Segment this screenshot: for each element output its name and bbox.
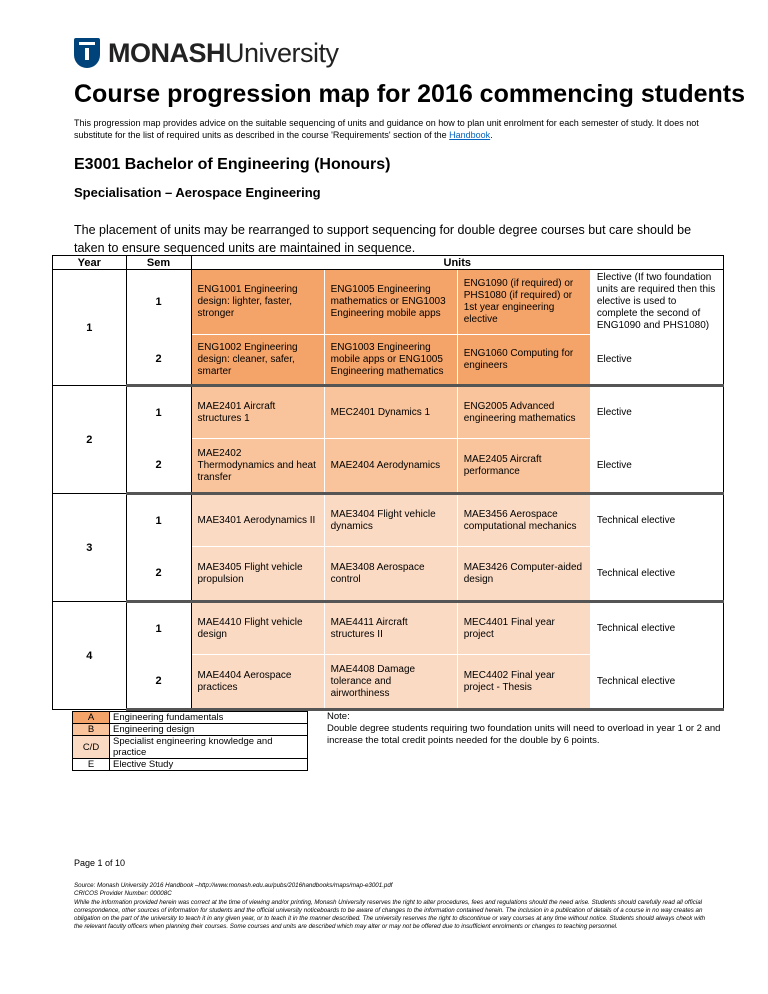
table-row [53, 494, 724, 547]
unit-cell: MAE2401 Aircraft structures 1 [191, 386, 324, 439]
unit-cell: MEC4401 Final year project [457, 602, 590, 655]
table-row [53, 439, 724, 494]
handbook-link[interactable]: Handbook [449, 130, 491, 140]
unit-cell: Elective [590, 335, 723, 386]
legend-label: Engineering fundamentals [110, 712, 308, 724]
table-header-row [53, 256, 724, 270]
placement-note: The placement of units may be rearranged to support sequencing for double degree courses but care should be taken to ensure sequenced units are maintained in sequence. [74, 223, 692, 255]
unit-cell: MAE4404 Aerospace practices [191, 655, 324, 710]
unit-cell: Elective [590, 386, 723, 439]
legend-label: Engineering design [110, 724, 308, 736]
table-row [53, 655, 724, 710]
year-cell: 1 [53, 270, 127, 386]
unit-cell: Technical elective [590, 494, 723, 547]
sem-cell: 2 [126, 439, 191, 494]
unit-cell: MAE4411 Aircraft structures II [324, 602, 457, 655]
legend-table [72, 711, 308, 771]
monash-crest-icon [74, 38, 100, 68]
course-heading: E3001 Bachelor of Engineering (Honours) [74, 156, 391, 173]
unit-cell: ENG1003 Engineering mobile apps or ENG1005 Engineering mathematics [324, 335, 457, 386]
legend-code: C/D [73, 736, 110, 759]
progression-table [52, 255, 724, 711]
unit-cell: MAE2405 Aircraft performance [457, 439, 590, 494]
unit-cell: MAE3404 Flight vehicle dynamics [324, 494, 457, 547]
logo-wordmark: MONASHUniversity [108, 37, 339, 68]
unit-cell: ENG1005 Engineering mathematics or ENG1003 Engineering mobile apps [324, 270, 457, 335]
legend-row [73, 724, 308, 736]
intro-paragraph: This progression map provides advice on the suitable sequencing of units and guidance on how to plan unit enrolment for each semester of study. It does not substitute for the list of required units as described in the course 'Requirements' section of the Handbook. [74, 118, 699, 140]
unit-cell: Elective [590, 439, 723, 494]
sem-cell: 2 [126, 547, 191, 602]
unit-cell: ENG1060 Computing for engineers [457, 335, 590, 386]
unit-cell: MAE3456 Aerospace computational mechanics [457, 494, 590, 547]
footer [74, 882, 714, 932]
table-row [53, 602, 724, 655]
unit-cell: Technical elective [590, 655, 723, 710]
table-row [53, 335, 724, 386]
sem-cell: 2 [126, 655, 191, 710]
sem-cell: 1 [126, 602, 191, 655]
unit-cell: Technical elective [590, 547, 723, 602]
page-title: Course progression map for 2016 commencing students [74, 80, 745, 108]
legend-code: E [73, 759, 110, 771]
unit-cell: ENG1002 Engineering design: cleaner, safer, smarter [191, 335, 324, 386]
legend-label: Specialist engineering knowledge and practice [110, 736, 308, 759]
sem-cell: 1 [126, 494, 191, 547]
legend-code: B [73, 724, 110, 736]
unit-cell: ENG1001 Engineering design: lighter, faster, stronger [191, 270, 324, 335]
sem-cell: 2 [126, 335, 191, 386]
legend-code: A [73, 712, 110, 724]
progression-table-body [53, 270, 724, 710]
legend-row [73, 736, 308, 759]
table-row [53, 270, 724, 335]
footer-source: Source: Monash University 2016 Handbook –http://www.monash.edu.au/pubs/2016handbooks/maps/map-e3001.pdf [74, 882, 393, 889]
year-cell: 3 [53, 494, 127, 602]
sem-header: Sem [126, 256, 191, 270]
unit-cell: Technical elective [590, 602, 723, 655]
unit-cell: ENG2005 Advanced engineering mathematics [457, 386, 590, 439]
unit-cell: MAE3401 Aerodynamics II [191, 494, 324, 547]
specialisation-heading: Specialisation – Aerospace Engineering [74, 185, 321, 200]
legend-row [73, 759, 308, 771]
unit-cell: MAE3408 Aerospace control [324, 547, 457, 602]
year-cell: 4 [53, 602, 127, 710]
sem-cell: 1 [126, 386, 191, 439]
monash-logo [74, 38, 339, 68]
year-header: Year [53, 256, 127, 270]
note-text: Double degree students requiring two foundation units will need to overload in year 1 or 2 and increase the total credit points needed for the double by 6 points. [327, 723, 721, 746]
sem-cell: 1 [126, 270, 191, 335]
legend-row [73, 712, 308, 724]
footer-disclaimer: While the information provided herein was correct at the time of viewing and/or printing, Monash University reserves the right to alter procedures, fees and regulations should the need arise. Students should carefully read all official correspondence, other sources of information for students and the official university noticeboards to be aware of changes to the information contained herein. The inclusion in a publication of details of a course in no way creates an obligation on the part of the university to teach it in any given year, or to teach it in the manner described. The university reserves the right to discontinue or vary courses at any time without notice. Students should always check with the relevant faculty officers when planning their courses. Some courses and units are described which may alter or may not be offered due to insufficient enrolments or changes to teaching personnel. [74, 898, 706, 931]
unit-cell: MAE2404 Aerodynamics [324, 439, 457, 494]
page-number: Page 1 of 10 [74, 858, 126, 868]
unit-cell: MAE3426 Computer-aided design [457, 547, 590, 602]
unit-cell: MAE4410 Flight vehicle design [191, 602, 324, 655]
table-row [53, 547, 724, 602]
unit-cell: MAE3405 Flight vehicle propulsion [191, 547, 324, 602]
unit-cell: MAE2402 Thermodynamics and heat transfer [191, 439, 324, 494]
unit-cell: MAE4408 Damage tolerance and airworthiness [324, 655, 457, 710]
legend-label: Elective Study [110, 759, 308, 771]
year-cell: 2 [53, 386, 127, 494]
footer-cricos: CRICOS Provider Number: 00008C [74, 890, 172, 898]
unit-cell: MEC4402 Final year project - Thesis [457, 655, 590, 710]
table-row [53, 386, 724, 439]
unit-cell: MEC2401 Dynamics 1 [324, 386, 457, 439]
unit-cell: Elective (If two foundation units are required then this elective is used to complete the second of ENG1090 and PHS1080) [590, 270, 723, 335]
note [327, 711, 727, 747]
unit-cell: ENG1090 (if required) or PHS1080 (if required) or 1st year engineering elective [457, 270, 590, 335]
note-label: Note: [327, 711, 350, 722]
units-header: Units [191, 256, 724, 270]
